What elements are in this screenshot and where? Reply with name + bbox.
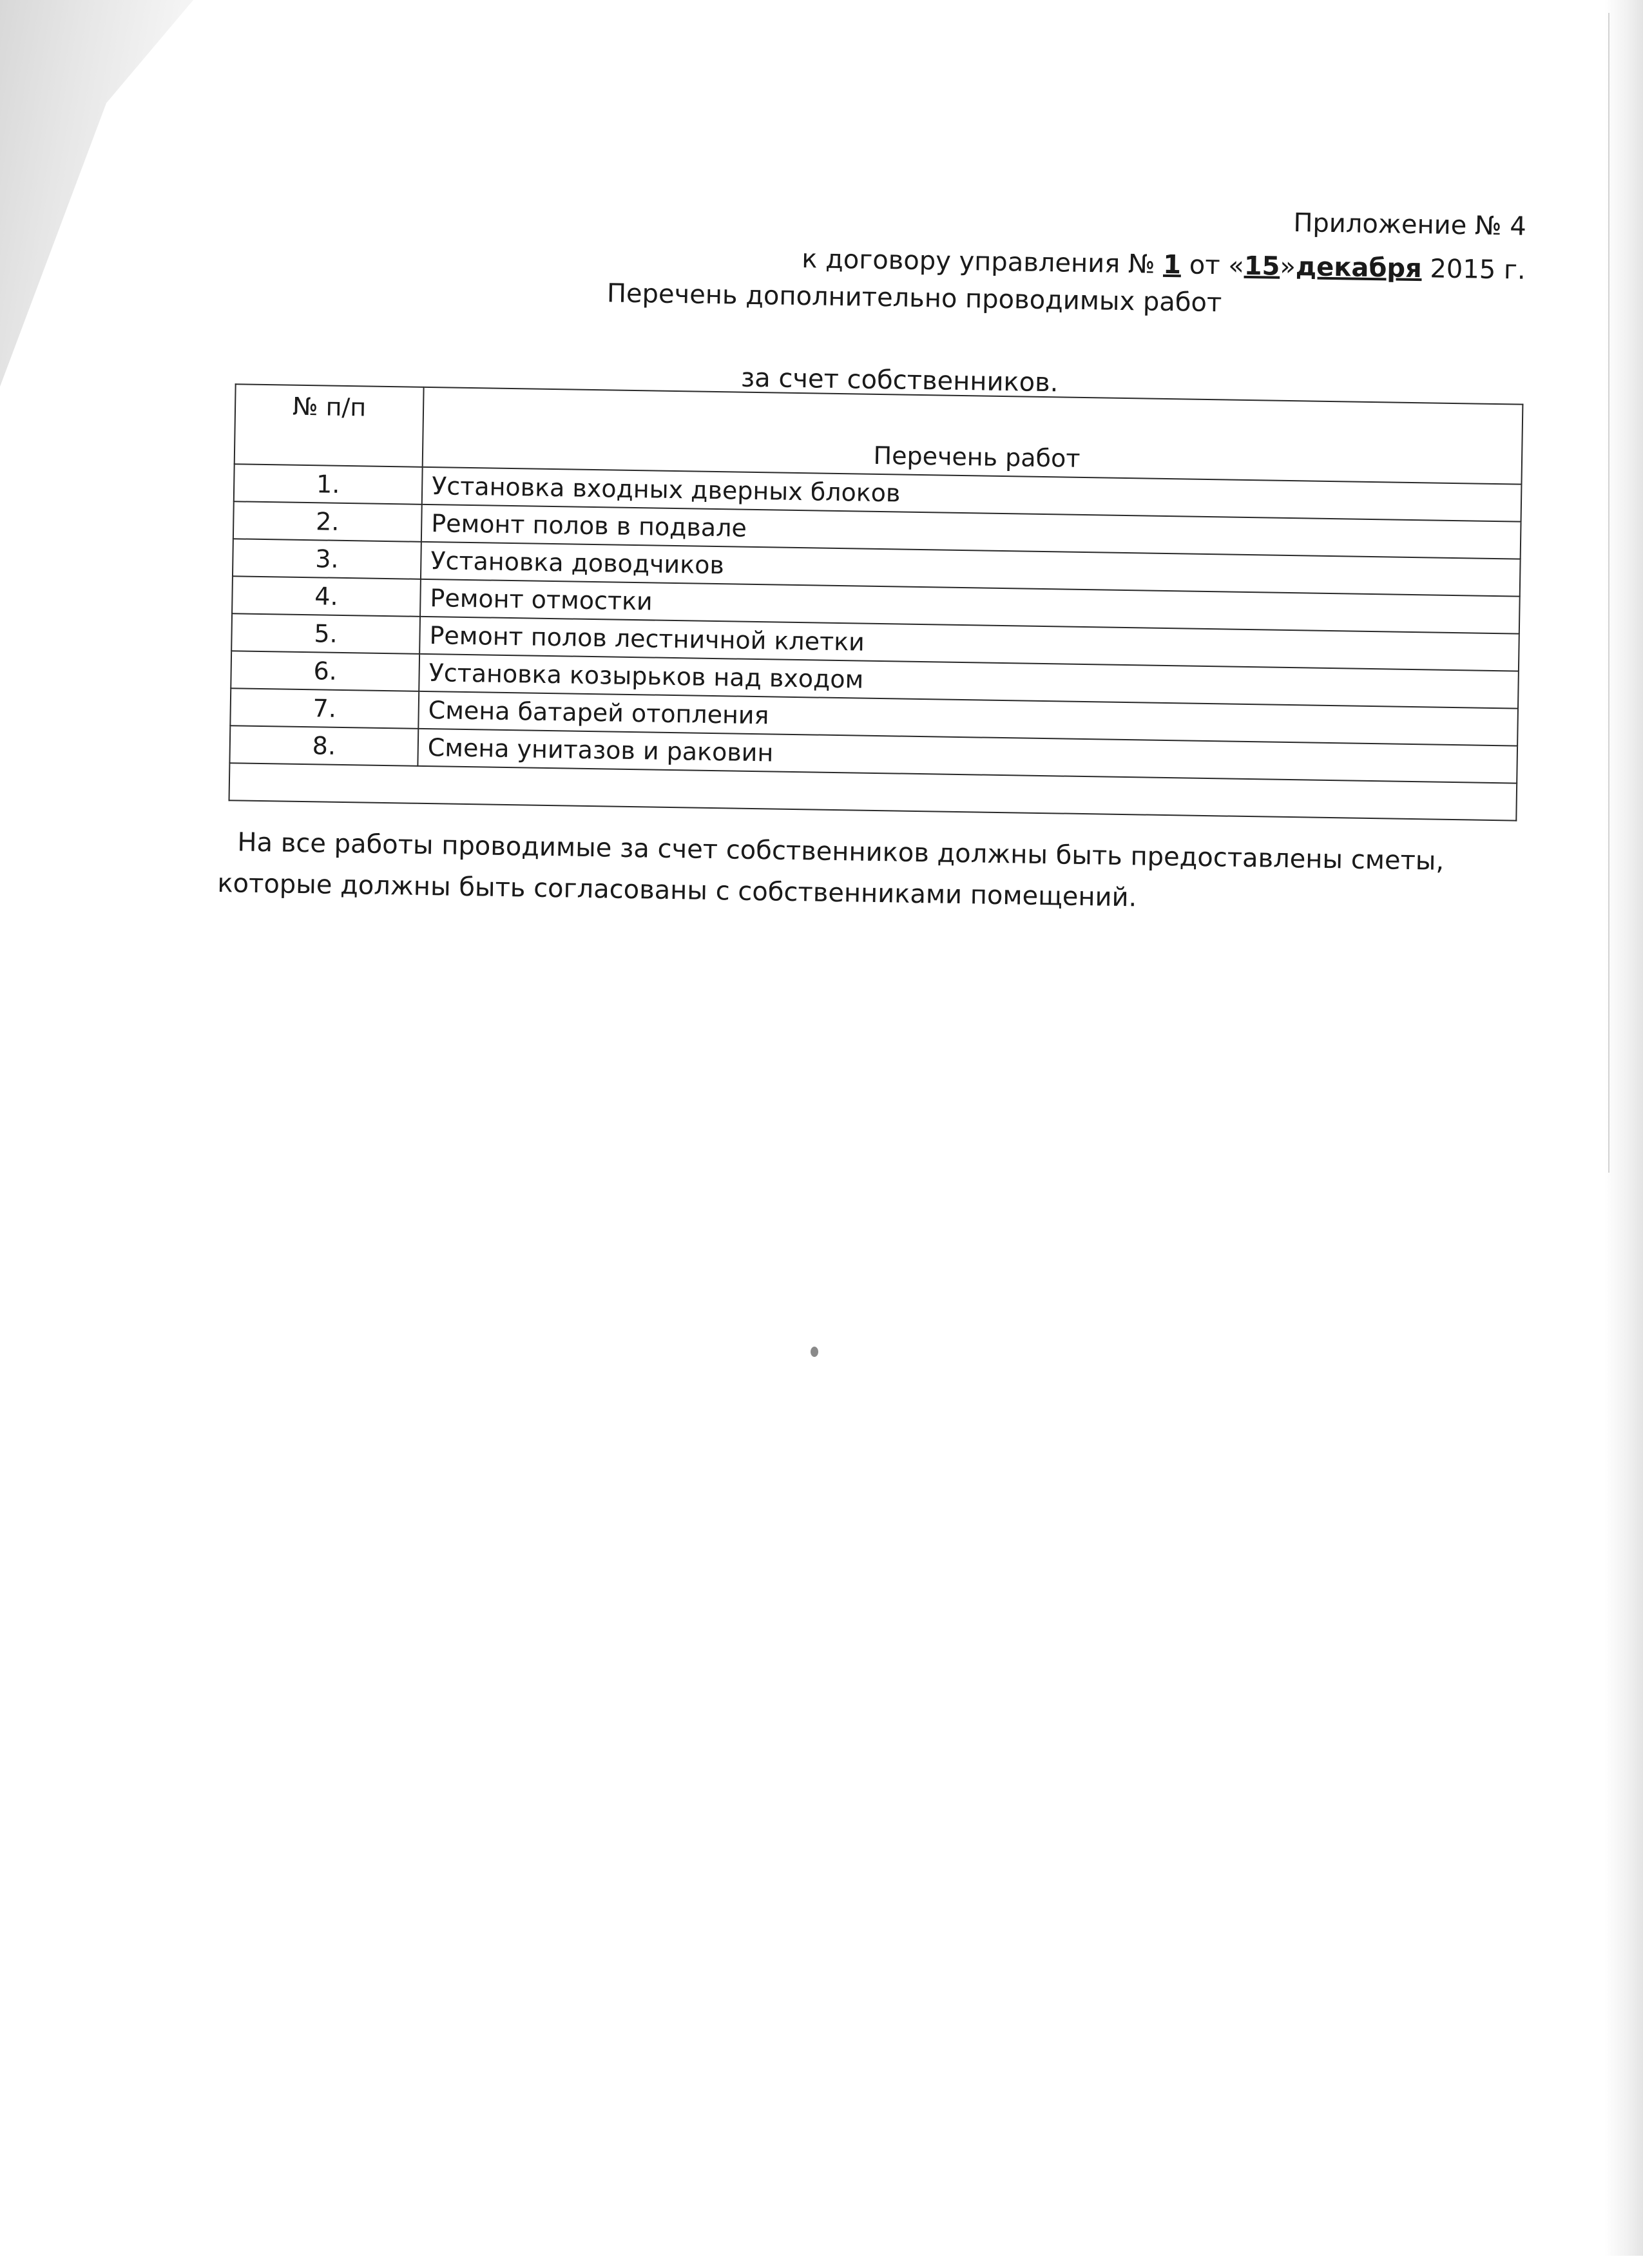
appendix-label: Приложение № 4 [1293, 208, 1527, 242]
document-subtitle: за счет собственников. [740, 363, 1059, 398]
row-number: 7. [230, 688, 419, 729]
row-work-name: Смена унитазов и раковин [418, 729, 1517, 783]
row-number: 4. [232, 576, 421, 617]
row-number: 8. [229, 726, 418, 766]
contract-day: 15 [1244, 251, 1280, 282]
contract-prefix: к договору управления № [801, 244, 1164, 280]
contract-reference [802, 244, 1526, 285]
row-work-name: Установка козырьков над входом [419, 654, 1519, 709]
row-work-name: Установка входных дверных блоков [422, 467, 1522, 522]
contract-year: 2015 г. [1421, 254, 1526, 285]
contract-month: декабря [1295, 252, 1423, 284]
estimate-note: На все работы проводимые за счет собственников должны быть предоставлены сметы, которые должны быть согласованы с собственниками помещений. [217, 827, 1445, 913]
row-number: 1. [234, 464, 423, 505]
row-number: 6. [231, 651, 419, 691]
contract-mid: от « [1180, 250, 1245, 281]
column-header-number: № п/п [235, 384, 424, 467]
row-work-name: Установка доводчиков [421, 542, 1521, 597]
scan-speck [811, 1347, 818, 1357]
row-number: 2. [233, 501, 422, 542]
row-work-name: Ремонт полов лестничной клетки [419, 617, 1519, 671]
contract-number: 1 [1162, 249, 1182, 280]
row-work-name: Ремонт полов в подвале [421, 505, 1521, 559]
document-title: Перечень дополнительно проводимых работ [606, 278, 1222, 318]
column-header-works: Перечень работ [423, 387, 1523, 485]
contract-quote: » [1280, 251, 1296, 282]
row-work-name: Смена батарей отопления [418, 691, 1518, 746]
row-number: 3. [233, 539, 421, 579]
row-work-name: Ремонт отмостки [420, 579, 1520, 634]
row-number: 5. [231, 613, 420, 654]
works-table [228, 383, 1523, 821]
